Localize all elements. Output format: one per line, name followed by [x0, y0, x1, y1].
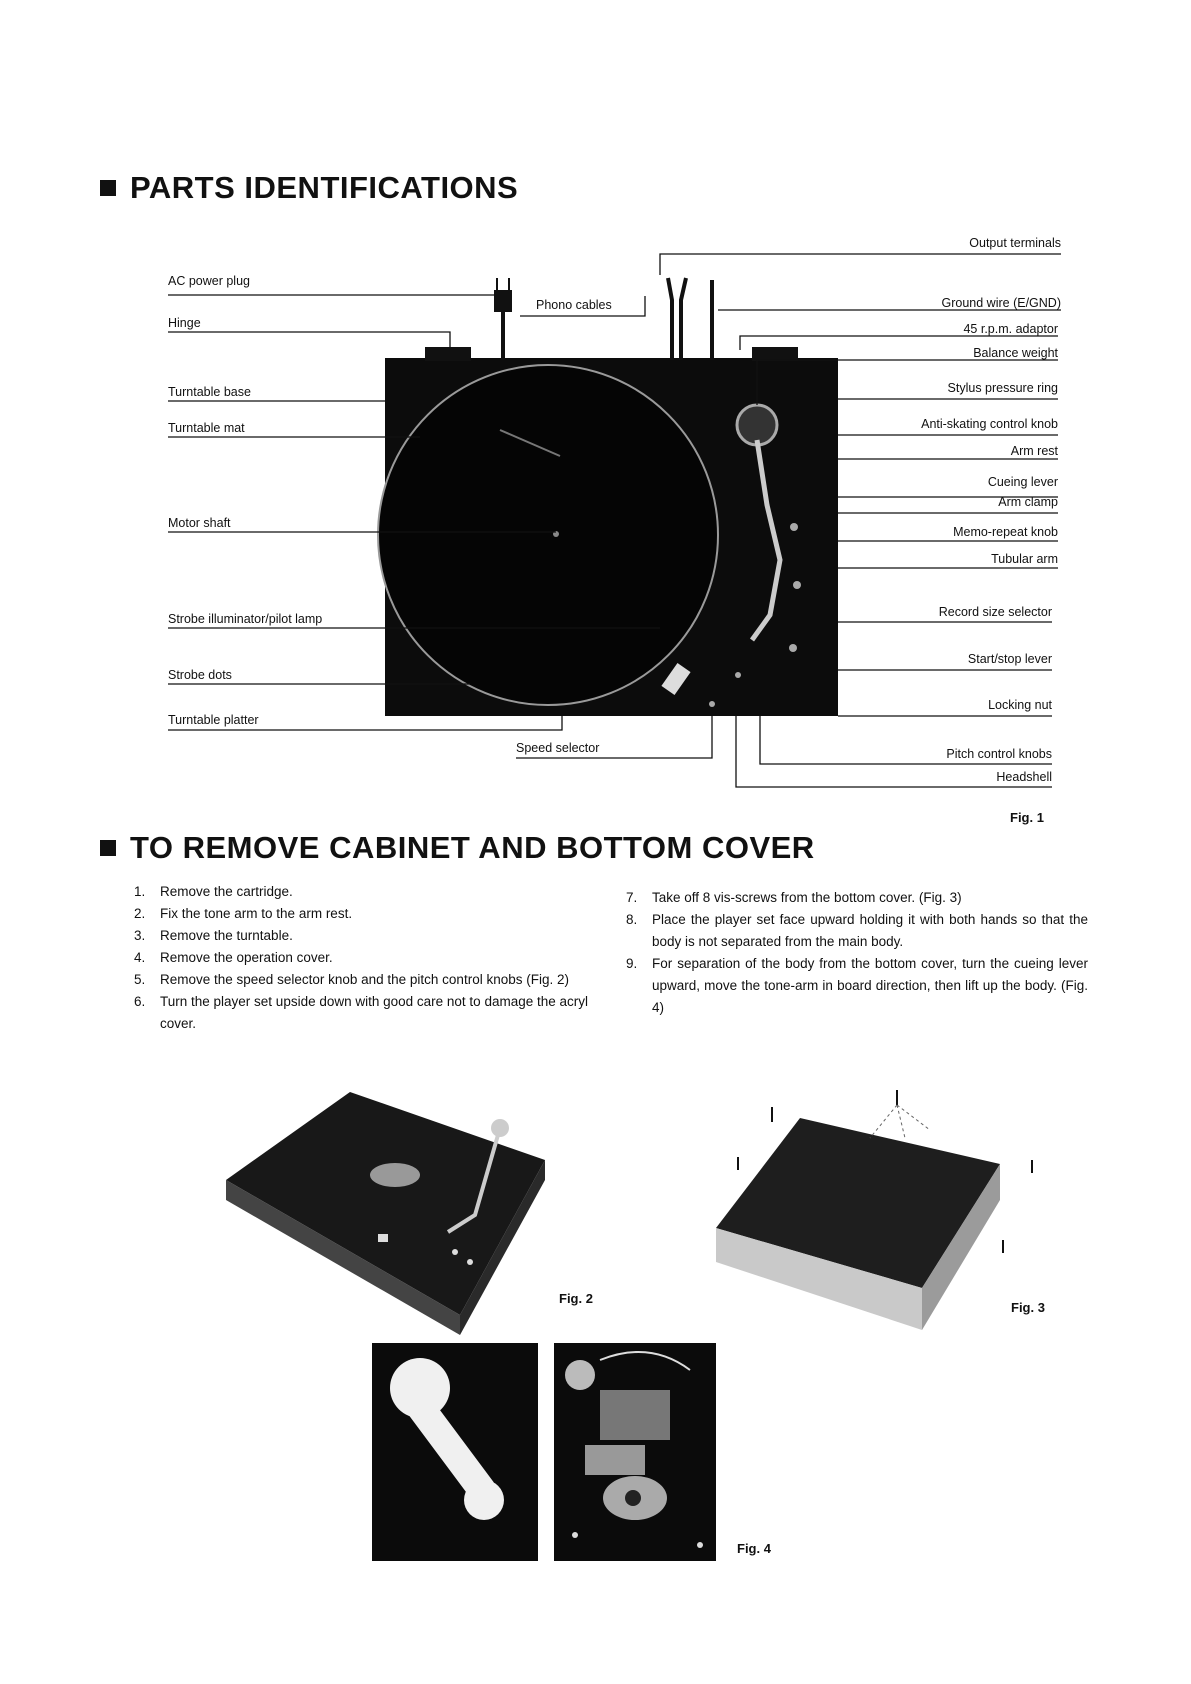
label-turntable-platter: Turntable platter: [168, 713, 259, 727]
step-text: Remove the turntable.: [160, 928, 293, 943]
fig2-caption: Fig. 2: [559, 1291, 593, 1306]
knob-1: [790, 523, 798, 531]
phono-cable-1: [668, 278, 672, 360]
steps-right-list: [626, 887, 1088, 1019]
label-arm-rest: Arm rest: [1010, 444, 1058, 458]
hinge-left: [425, 347, 471, 361]
label-pitch-control-knobs: Pitch control knobs: [946, 747, 1052, 761]
step-number: 3.: [134, 928, 146, 943]
knob-3: [789, 644, 797, 652]
label-anti-skating-knob: Anti-skating control knob: [921, 417, 1058, 431]
balance-weight: [737, 405, 777, 445]
step-number: 7.: [626, 890, 638, 905]
section-title-remove-cabinet: [100, 830, 815, 866]
step-5: [134, 969, 604, 991]
step-text: For separation of the body from the bottom cover, turn the cueing lever upward, move the tone-arm in board direction, then lift up the body. (Fig. 4): [652, 956, 1088, 1015]
label-stylus-pressure-ring: Stylus pressure ring: [947, 381, 1058, 395]
step-text: Take off 8 vis-screws from the bottom cover. (Fig. 3): [652, 890, 962, 905]
label-ground-wire: Ground wire (E/GND): [941, 296, 1061, 310]
phono-cable-2: [681, 278, 686, 360]
label-cueing-lever: Cueing lever: [987, 475, 1058, 489]
label-motor-shaft: Motor shaft: [168, 516, 231, 530]
step-9: [626, 953, 1088, 1019]
label-turntable-base: Turntable base: [168, 385, 251, 399]
step-text: Turn the player set upside down with good care not to damage the acryl cover.: [160, 994, 588, 1031]
label-turntable-mat: Turntable mat: [168, 421, 245, 435]
step-text: Remove the speed selector knob and the pitch control knobs (Fig. 2): [160, 972, 569, 987]
step-number: 5.: [134, 972, 146, 987]
remove-cabinet-title-text: TO REMOVE CABINET AND BOTTOM COVER: [130, 830, 815, 865]
knob-2: [793, 581, 801, 589]
step-3: [134, 925, 604, 947]
turntable-platter: [378, 365, 718, 705]
step-2: [134, 903, 604, 925]
square-bullet-icon: [100, 840, 116, 856]
step-text: Remove the cartridge.: [160, 884, 293, 899]
ac-plug: [494, 290, 512, 312]
hinge-right: [752, 347, 798, 361]
label-strobe-illuminator: Strobe illuminator/pilot lamp: [168, 612, 323, 626]
step-7: [626, 887, 1088, 909]
label-strobe-dots: Strobe dots: [168, 668, 232, 682]
step-number: 1.: [134, 884, 146, 899]
label-45rpm-adaptor: 45 r.p.m. adaptor: [963, 322, 1058, 336]
knob-4: [735, 672, 741, 678]
step-text: Remove the operation cover.: [160, 950, 333, 965]
fig1-caption: Fig. 1: [1010, 810, 1044, 825]
steps-left-list: [134, 881, 604, 1035]
step-1: [134, 881, 604, 903]
label-headshell: Headshell: [996, 770, 1052, 784]
step-text: Fix the tone arm to the arm rest.: [160, 906, 353, 921]
label-speed-selector: Speed selector: [516, 741, 600, 755]
label-start-stop-lever: Start/stop lever: [967, 652, 1052, 666]
fig3-caption: Fig. 3: [1011, 1300, 1045, 1315]
step-8: [626, 909, 1088, 953]
fig4-caption: Fig. 4: [737, 1541, 771, 1556]
step-number: 9.: [626, 956, 638, 971]
step-6: [134, 991, 604, 1035]
label-record-size-selector: Record size selector: [938, 605, 1052, 619]
parts-title-text: PARTS IDENTIFICATIONS: [130, 170, 519, 205]
step-number: 6.: [134, 994, 146, 1009]
step-text: Place the player set face upward holding it with both hands so that the body is not separated from the main body.: [652, 912, 1088, 949]
label-memo-repeat-knob: Memo-repeat knob: [953, 525, 1058, 539]
step-number: 8.: [626, 912, 638, 927]
knob-5: [709, 701, 715, 707]
label-hinge: Hinge: [168, 316, 201, 330]
label-tubular-arm: Tubular arm: [991, 552, 1058, 566]
label-output-terminals: Output terminals: [969, 236, 1061, 250]
step-number: 4.: [134, 950, 146, 965]
label-phono-cables: Phono cables: [536, 298, 612, 312]
step-number: 2.: [134, 906, 146, 921]
label-arm-clamp: Arm clamp: [998, 495, 1058, 509]
label-ac-power-plug: AC power plug: [168, 274, 250, 288]
label-locking-nut: Locking nut: [988, 698, 1052, 712]
label-balance-weight: Balance weight: [973, 346, 1058, 360]
step-4: [134, 947, 604, 969]
